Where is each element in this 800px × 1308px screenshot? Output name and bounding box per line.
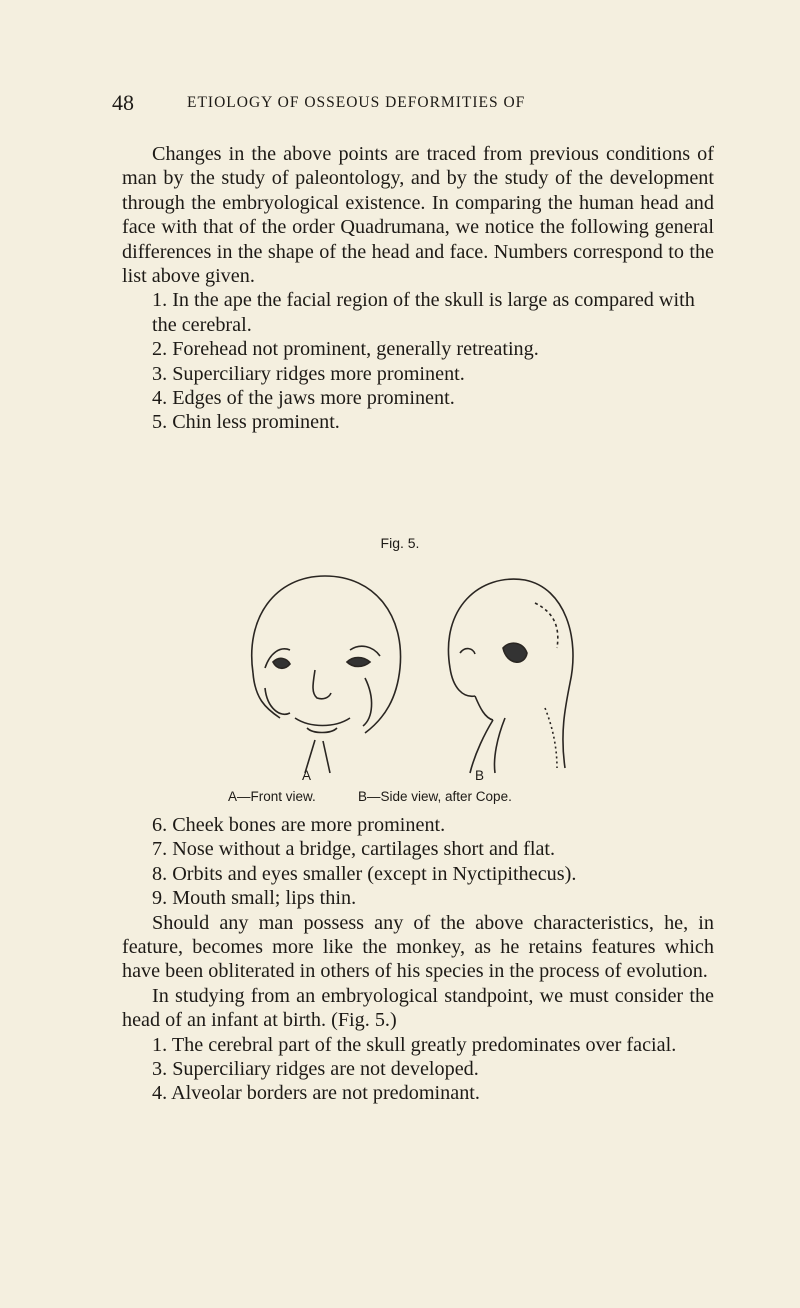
infant-list-item-3: 3. Superciliary ridges are not developed. xyxy=(152,1058,479,1081)
infant-list-item-4: 4. Alveolar borders are not predominant. xyxy=(152,1082,480,1105)
side-view-head xyxy=(448,579,573,773)
paragraph-embryological: In studying from an embryological standpoint, we must consider the head of an infant at birth. (Fig. 5.) xyxy=(122,984,714,1032)
page-number: 48 xyxy=(112,90,134,115)
figure-label-a: A xyxy=(302,768,312,783)
list-item-9: 9. Mouth small; lips thin. xyxy=(152,887,357,910)
running-head: ETIOLOGY OF OSSEOUS DEFORMITIES OF xyxy=(187,94,526,111)
list-item-8: 8. Orbits and eyes smaller (except in Nyctipithecus). xyxy=(152,862,577,885)
upper-text xyxy=(122,142,714,435)
intro-paragraph: Changes in the above points are traced from previous conditions of man by the study of paleontology, and by the study of the development through the embryological existence. In comparing the human head and face with that of the order Quadrumana, we notice the following general differences in the shape of the head and face. Numbers correspond to the list above given. xyxy=(122,143,714,288)
paragraph-characteristics: Should any man possess any of the above characteristics, he, in feature, becomes more like the monkey, as he retains features which have been obliterated in others of his species in the process of evolution. xyxy=(122,911,714,983)
figure-title: Fig. 5. xyxy=(380,535,420,551)
caption-side-view: B—Side view, after Cope. xyxy=(358,789,512,804)
list-item-7: 7. Nose without a bridge, cartilages short and flat. xyxy=(152,838,556,861)
list-item-2: 2. Forehead not prominent, generally retreating. xyxy=(152,338,539,361)
list-item-4: 4. Edges of the jaws more prominent. xyxy=(152,387,455,410)
infant-list-item-1: 1. The cerebral part of the skull greatly predominates over facial. xyxy=(152,1033,677,1056)
list-item-1: 1. In the ape the facial region of the skull is large as compared with the cerebral. xyxy=(152,289,695,336)
page-header xyxy=(112,90,712,120)
list-item-3: 3. Superciliary ridges more prominent. xyxy=(152,362,465,385)
figure-label-b: B xyxy=(475,768,485,783)
infant-head-illustration xyxy=(235,558,585,780)
list-item-5: 5. Chin less prominent. xyxy=(152,411,340,434)
front-view-head xyxy=(252,576,401,773)
list-item-6: 6. Cheek bones are more prominent. xyxy=(152,814,446,836)
lower-text xyxy=(122,813,714,1106)
caption-front-view: A—Front view. xyxy=(228,789,316,804)
